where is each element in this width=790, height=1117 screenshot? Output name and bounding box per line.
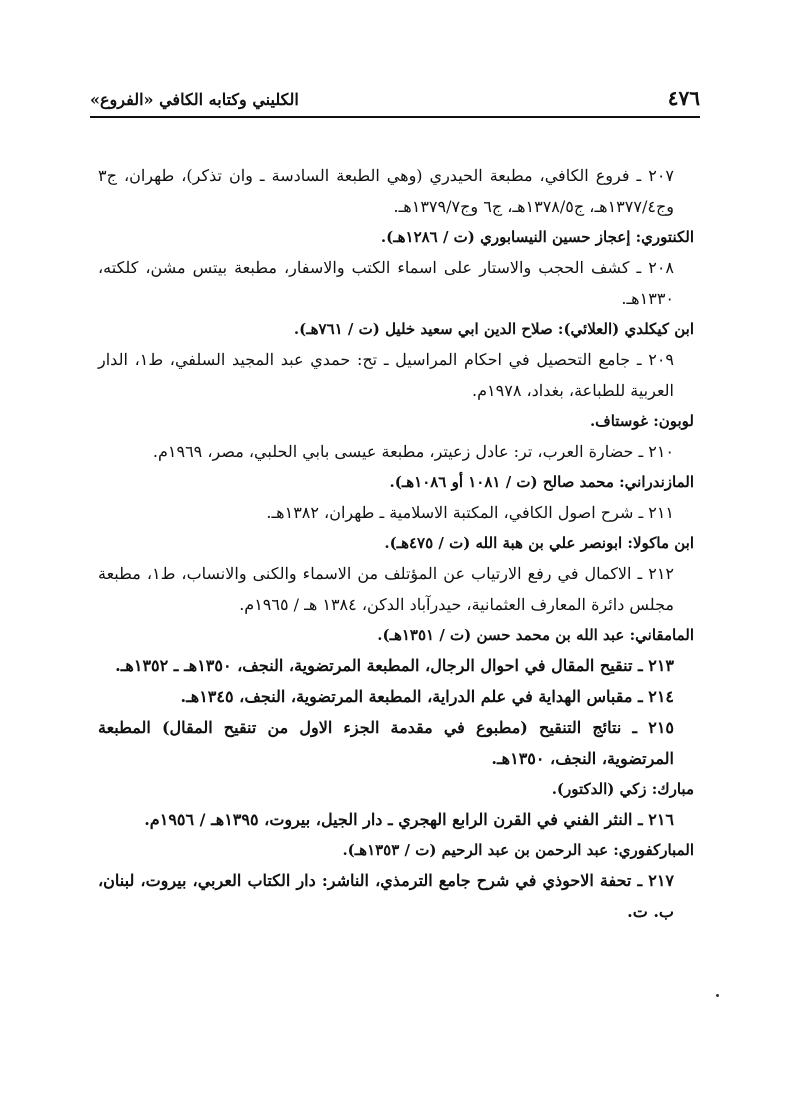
bibliography-list (98, 160, 694, 927)
bibliography-entry: ٢٠٩ ـ جامع التحصيل في احكام المراسيل ـ تح: حمدي عبد المجيد السلفي، ط١، الدار العربية للطباعة، بغداد، ١٩٧٨م. (98, 350, 675, 400)
author-heading: المباركفوري: عبد الرحمن بن عبد الرحيم (ت / ١٣٥٣هـ). (342, 841, 694, 859)
bibliography-entry: ٢١٦ ـ النثر الفني في القرن الرابع الهجري ـ دار الجيل، بيروت، ١٣٩٥هـ / ١٩٥٦م. (144, 810, 674, 829)
author-heading: ابن كيكلدي (العلائي): صلاح الدين ابي سعيد خليل (ت / ٧٦١هـ). (293, 320, 694, 338)
author-heading: ابن ماكولا: ابونصر علي بن هبة الله (ت / ٤٧٥هـ). (384, 534, 694, 552)
author-heading: لوبون: غوستاف. (589, 412, 694, 430)
bibliography-entry: ٢١٣ ـ تنقيح المقال في احوال الرجال، المطبعة المرتضوية، النجف، ١٣٥٠هـ ـ ١٣٥٢هـ. (115, 656, 674, 675)
margin-speck (716, 994, 719, 997)
author-heading: مبارك: زكي (الدكتور). (551, 780, 694, 798)
bibliography-entry: ٢١٠ ـ حضارة العرب، تر: عادل زعيتر، مطبعة عيسى بابي الحلبي، مصر، ١٩٦٩م. (152, 442, 674, 461)
bibliography-entry: ٢١٤ ـ مقباس الهداية في علم الدراية، المطبعة المرتضوية، النجف، ١٣٤٥هـ. (180, 687, 674, 706)
bibliography-entry: ٢٠٨ ـ كشف الحجب والاستار على اسماء الكتب والاسفار، مطبعة بيتس مشن، كلكته، ١٣٣٠هـ. (98, 258, 674, 308)
page-number: ٤٧٦ (667, 86, 700, 110)
author-heading: المازندراني: محمد صالح (ت / ١٠٨١ أو ١٠٨٦هـ). (389, 473, 694, 491)
bibliography-entry: ٢١٥ ـ نتائج التنقيح (مطبوع في مقدمة الجزء الاول من تنقيح المقال) المطبعة المرتضوية، النجف، ١٣٥٠هـ. (98, 718, 674, 768)
bibliography-entry: ٢١٢ ـ الاكمال في رفع الارتياب عن المؤتلف من الاسماء والكنى والانساب، ط١، مطبعة مجلس دائرة المعارف العثمانية، حيدرآباد الدكن، ١٣٨٤ هـ / ١٩٦٥م. (98, 564, 674, 614)
bibliography-entry: ٢٠٧ ـ فروع الكافي، مطبعة الحيدري (وهي الطبعة السادسة ـ وان تذكر)، طهران، ج٣ وج١٣٧٧/٤هـ، ج١٣٧٨/٥هـ، ج٦ وج١٣٧٩/٧هـ. (98, 166, 674, 216)
running-title: الكليني وكتابه الكافي «الفروع» (90, 90, 299, 109)
header-rule (90, 116, 700, 118)
author-heading: المامقاني: عبد الله بن محمد حسن (ت / ١٣٥١هـ). (377, 626, 694, 644)
author-heading: الكنتوري: إعجاز حسين النيسابوري (ت / ١٢٨٦هـ). (380, 228, 694, 246)
page-header (90, 82, 700, 118)
bibliography-entry: ٢١٧ ـ تحفة الاحوذي في شرح جامع الترمذي، الناشر: دار الكتاب العربي، بيروت، لبنان، ب. ت. (98, 871, 674, 921)
bibliography-entry: ٢١١ ـ شرح اصول الكافي، المكتبة الاسلامية ـ طهران، ١٣٨٢هـ. (266, 503, 674, 522)
